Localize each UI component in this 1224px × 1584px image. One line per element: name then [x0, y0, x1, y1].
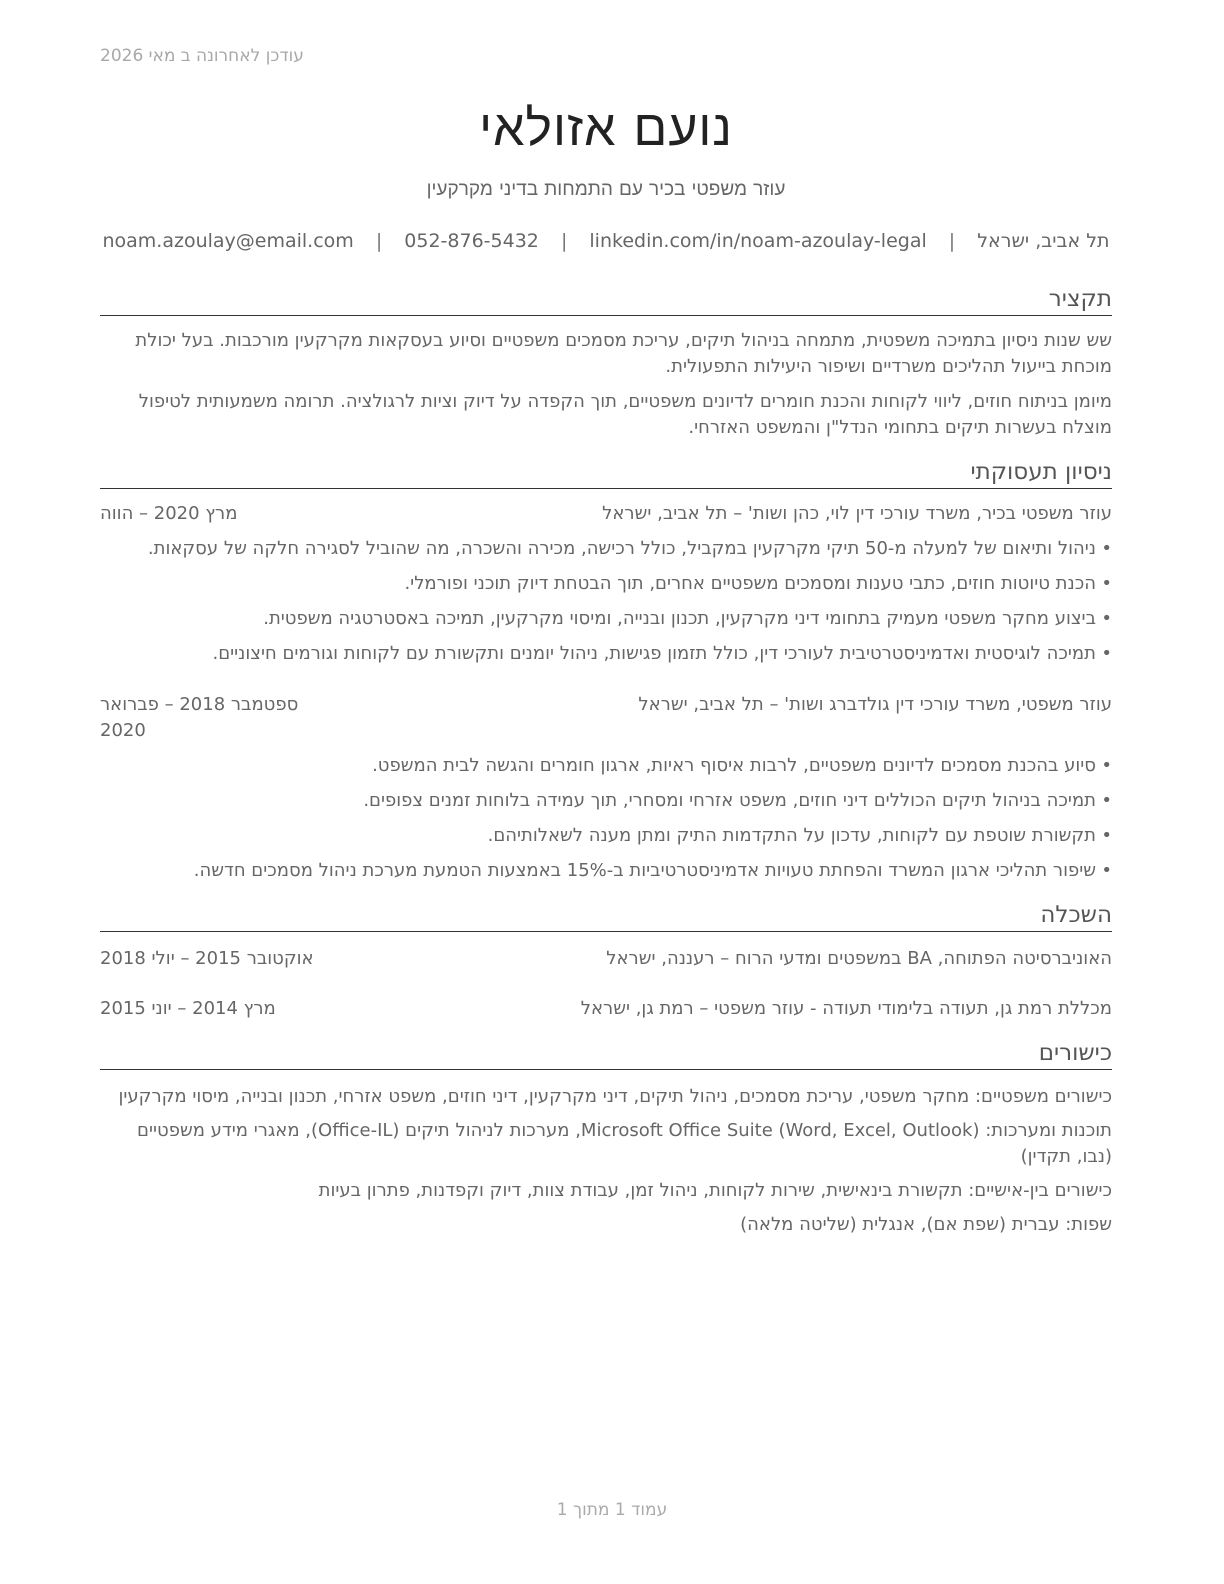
education-title: השכלה	[100, 900, 1112, 932]
job-bullet: • שיפור תהליכי ארגון המשרד והפחתת טעויות אדמיניסטרטיביות ב-15% באמצעות הטמעת מערכת ניהול מסמכים חדשה.	[100, 858, 1112, 884]
job-entry	[100, 692, 1112, 884]
contact-separator: |	[375, 230, 383, 252]
contact-separator: |	[948, 230, 956, 252]
contact-linkedin[interactable]: linkedin.com/in/noam-azoulay-legal	[589, 230, 927, 252]
contact-email[interactable]: noam.azoulay@email.com	[102, 230, 354, 252]
job-date: מרץ 2020 – הווה	[100, 503, 238, 524]
contact-phone[interactable]: 052-876-5432	[404, 230, 539, 252]
education-date: אוקטובר 2015 – יולי 2018	[100, 948, 314, 969]
contact-line	[100, 228, 1112, 254]
summary-paragraph: שש שנות ניסיון בתמיכה משפטית, מתמחה בניהול תיקים, עריכת מסמכים משפטיים וסיוע בעסקאות מקרקעין מורכבות. בעל יכולת מוכחת בייעול תהליכים משרדיים ושיפור היעילות התפעולית.	[135, 330, 1112, 377]
summary-title: תקציר	[100, 284, 1112, 316]
job-bullet: • תמיכה בניהול תיקים הכוללים דיני חוזים, משפט אזרחי ומסחרי, תוך עמידה בלוחות זמנים צפופים.	[100, 788, 1112, 814]
job-bullet: • הכנת טיוטות חוזים, כתבי טענות ומסמכים משפטיים אחרים, תוך הבטחת דיוק תוכני ופורמלי.	[100, 571, 1112, 597]
job-entry	[100, 501, 1112, 667]
summary-section	[100, 284, 1112, 441]
job-header	[100, 501, 1112, 527]
education-title-text: מכללת רמת גן, תעודה בלימודי תעודה - עוזר משפטי – רמת גן, ישראל	[580, 998, 1112, 1019]
experience-title: ניסיון תעסוקתי	[100, 457, 1112, 489]
education-entry	[100, 996, 1112, 1022]
skills-line: תוכנות ומערכות: Microsoft Office Suite (Word, Excel, Outlook), מערכות לניהול תיקים (Office-IL), מאגרי מידע משפטיים (נבו, תקדין)	[137, 1120, 1112, 1167]
skills-line: כישורים משפטיים: מחקר משפטי, עריכת מסמכים, ניהול תיקים, דיני מקרקעין, דיני חוזים, משפט אזרחי, תכנון ובנייה, מיסוי מקרקעין	[118, 1086, 1112, 1107]
education-entry	[100, 946, 1112, 972]
last-updated: עודכן לאחרונה ב מאי 2026	[100, 46, 304, 66]
candidate-name: נועם אזולאי	[479, 99, 733, 157]
contact-location: תל אביב, ישראל	[977, 230, 1110, 252]
job-bullets	[100, 536, 1112, 667]
skills-line: כישורים בין-אישיים: תקשורת בינאישית, שירות לקוחות, ניהול זמן, עבודת צוות, דיוק וקפדנות, פתרון בעיות	[318, 1180, 1112, 1201]
job-bullet: • תמיכה לוגיסטית ואדמיניסטרטיבית לעורכי דין, כולל תזמון פגישות, ניהול יומנים ותקשורת עם לקוחות וגורמים חיצוניים.	[100, 641, 1112, 667]
education-section	[100, 900, 1112, 1022]
job-title: עוזר משפטי בכיר, משרד עורכי דין לוי, כהן ושות' – תל אביב, ישראל	[602, 503, 1112, 524]
job-title: עוזר משפטי, משרד עורכי דין גולדברג ושות' – תל אביב, ישראל	[638, 694, 1112, 715]
skills-section	[100, 1038, 1112, 1238]
resume-content	[100, 80, 1112, 1238]
job-bullet: • תקשורת שוטפת עם לקוחות, עדכון על התקדמות התיק ומתן מענה לשאלותיהם.	[100, 823, 1112, 849]
skills-line: שפות: עברית (שפת אם), אנגלית (שליטה מלאה)	[740, 1214, 1112, 1235]
page-footer: עמוד 1 מתוך 1	[556, 1500, 668, 1520]
contact-separator: |	[560, 230, 568, 252]
summary-paragraph: מיומן בניתוח חוזים, ליווי לקוחות והכנת חומרים לדיונים משפטיים, תוך הקפדה על דיוק וציות לרגולציה. תרומה משמעותית לטיפול מוצלח בעשרות תיקים בתחומי הנדל"ן והמשפט האזרחי.	[138, 391, 1112, 438]
candidate-subtitle: עוזר משפטי בכיר עם התמחות בדיני מקרקעין	[426, 178, 786, 200]
job-bullet: • סיוע בהכנת מסמכים לדיונים משפטיים, לרבות איסוף ראיות, ארגון חומרים והגשה לבית המשפט.	[100, 753, 1112, 779]
education-date: מרץ 2014 – יוני 2015	[100, 998, 276, 1019]
experience-section	[100, 457, 1112, 884]
skills-title: כישורים	[100, 1038, 1112, 1070]
job-bullets	[100, 753, 1112, 884]
job-header	[100, 692, 1112, 744]
job-date: ספטמבר 2018 – פברואר 2020	[100, 694, 299, 741]
job-bullet: • ניהול ותיאום של למעלה מ-50 תיקי מקרקעין במקביל, כולל רכישה, מכירה והשכרה, מה שהוביל לסגירה חלקה של עסקאות.	[100, 536, 1112, 562]
education-title-text: האוניברסיטה הפתוחה, BA במשפטים ומדעי הרוח – רעננה, ישראל	[606, 948, 1112, 969]
job-bullet: • ביצוע מחקר משפטי מעמיק בתחומי דיני מקרקעין, תכנון ובנייה, ומיסוי מקרקעין, תמיכה באסטרטגיה משפטית.	[100, 606, 1112, 632]
